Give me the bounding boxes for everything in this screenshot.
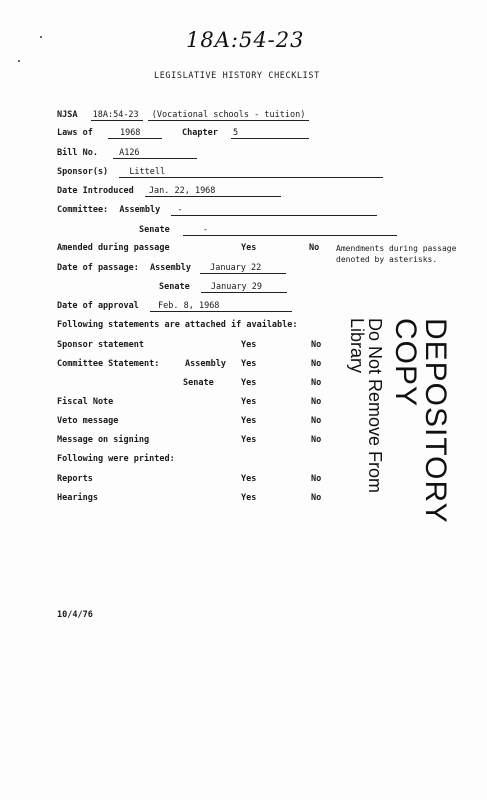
passage-senate-label: Senate	[159, 282, 190, 292]
attached-row-label: Fiscal Note	[57, 397, 114, 407]
amendments-note: Amendments during passage denoted by asterisks.	[336, 244, 457, 264]
attached-row-label: Message on signing	[57, 435, 150, 445]
attached-row-label: Committee Statement:	[57, 359, 160, 369]
attached-row-label: Sponsor statement	[57, 340, 144, 350]
date-of-approval-label: Date of approval	[57, 301, 139, 311]
chapter-label: Chapter	[182, 128, 218, 138]
committee-senate-label: Senate	[139, 225, 170, 235]
attached-row-no: No	[311, 416, 322, 426]
attached-row-sub: Senate	[183, 378, 214, 388]
amended-yes: Yes	[241, 243, 257, 253]
sponsor-row	[57, 167, 383, 178]
date-introduced-value: Jan. 22, 1968	[145, 186, 281, 197]
footer-date: 10/4/76	[57, 610, 93, 620]
page-title: LEGISLATIVE HISTORY CHECKLIST	[154, 71, 320, 81]
date-of-approval-value: Feb. 8, 1968	[150, 301, 292, 312]
njsa-value: 18A:54-23	[91, 110, 143, 121]
attached-row-yes: Yes	[241, 378, 257, 388]
attached-row-yes: Yes	[241, 397, 257, 407]
laws-of-value: 1968	[108, 128, 162, 139]
attached-row-no: No	[311, 435, 322, 445]
passage-assembly-row	[57, 263, 286, 274]
attached-row-sub: Assembly	[185, 359, 226, 369]
printed-row-label: Hearings	[57, 493, 98, 503]
attached-row-yes: Yes	[241, 416, 257, 426]
printed-row-no: No	[311, 493, 322, 503]
depository-stamp	[348, 318, 450, 523]
stamp-sub-text: Do Not Remove From Library	[347, 318, 385, 494]
attached-row-yes: Yes	[241, 359, 257, 369]
njsa-description: (Vocational schools - tuition)	[148, 110, 310, 121]
attached-heading: Following statements are attached if available:	[57, 320, 298, 330]
attached-row-no: No	[311, 340, 322, 350]
attached-row-label: Veto message	[57, 416, 119, 426]
laws-row	[57, 128, 162, 139]
committee-assembly-label: Assembly	[119, 205, 161, 215]
amended-no: No	[309, 243, 320, 253]
printed-row-yes: Yes	[241, 474, 257, 484]
passage-assembly-label: Assembly	[150, 263, 191, 273]
bill-no-label: Bill No.	[57, 148, 98, 158]
njsa-row	[57, 110, 309, 121]
attached-row-no: No	[311, 378, 322, 388]
chapter-row	[182, 128, 309, 139]
scan-speck	[40, 36, 42, 38]
stamp-main-text: DEPOSITORY COPY	[389, 318, 452, 524]
committee-senate-value: -	[183, 225, 397, 236]
committee-label: Committee:	[57, 205, 109, 215]
passage-assembly-value: January 22	[200, 263, 286, 274]
passage-senate-value: January 29	[201, 282, 287, 293]
njsa-label: NJSA	[57, 110, 78, 120]
attached-row-no: No	[311, 359, 322, 369]
laws-of-label: Laws of	[57, 128, 93, 138]
chapter-value: 5	[231, 128, 309, 139]
approval-row	[57, 301, 292, 312]
amended-label: Amended during passage	[57, 243, 170, 253]
sponsors-value: Littell	[119, 167, 383, 178]
date-introduced-label: Date Introduced	[57, 186, 134, 196]
committee-assembly-value: -	[171, 205, 377, 216]
attached-row-yes: Yes	[241, 435, 257, 445]
passage-senate-row	[159, 282, 287, 293]
printed-row-yes: Yes	[241, 493, 257, 503]
attached-row-no: No	[311, 397, 322, 407]
date-of-passage-label: Date of passage:	[57, 263, 139, 273]
attached-row-yes: Yes	[241, 340, 257, 350]
committee-senate-row	[139, 225, 397, 236]
bill-row	[57, 148, 197, 159]
printed-row-no: No	[311, 474, 322, 484]
printed-row-label: Reports	[57, 474, 93, 484]
committee-row	[57, 205, 377, 216]
bill-no-value: A126	[113, 148, 197, 159]
printed-heading: Following were printed:	[57, 454, 175, 464]
handwritten-statute-number: 18A:54-23	[186, 28, 305, 52]
scan-speck	[18, 60, 20, 62]
sponsors-label: Sponsor(s)	[57, 167, 109, 177]
date-introduced-row	[57, 186, 281, 197]
